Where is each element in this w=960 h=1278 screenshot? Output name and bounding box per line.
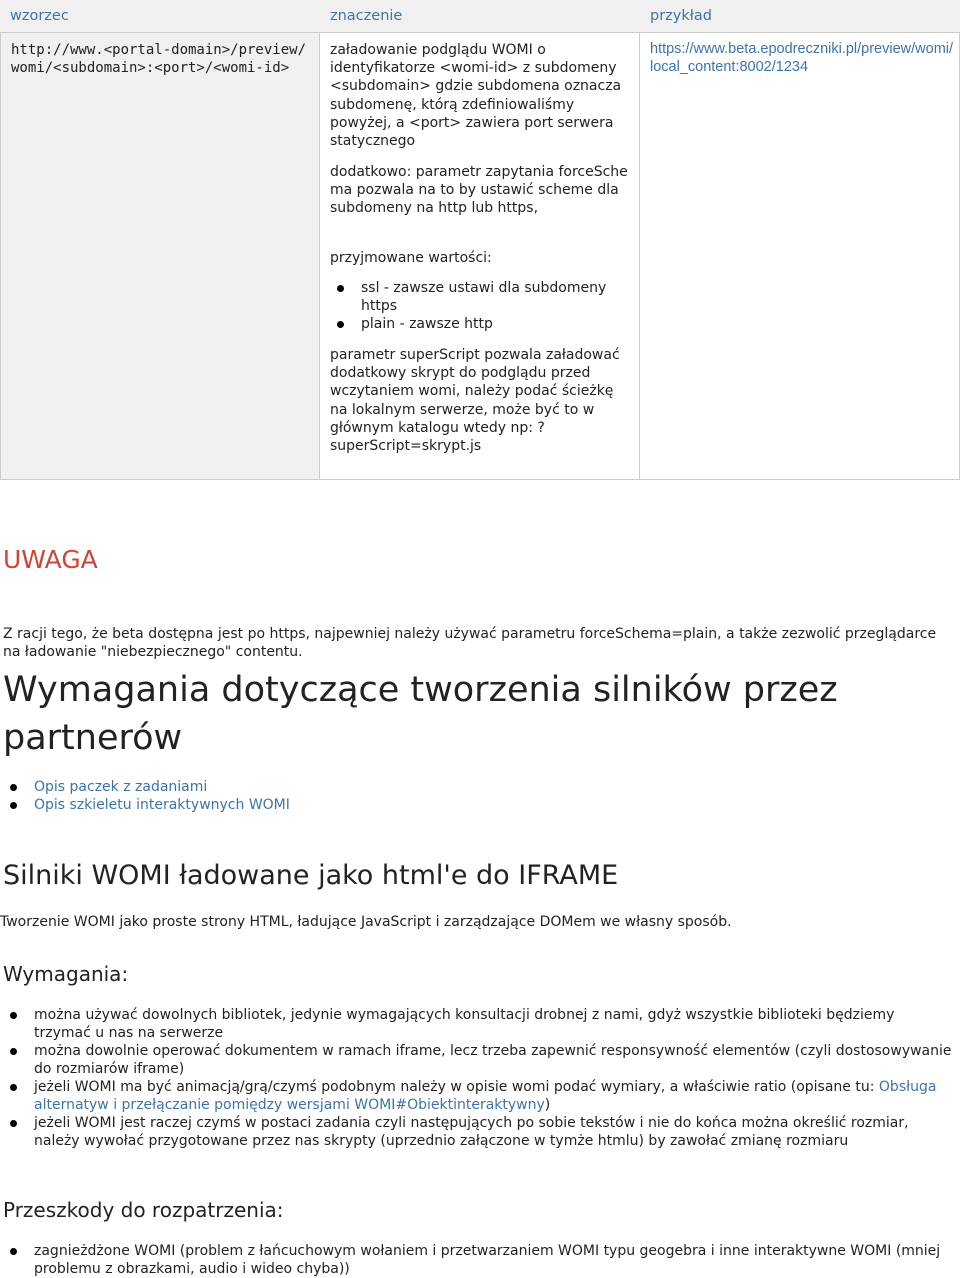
- url-pattern-table: [0, 0, 960, 480]
- list-item: jeżeli WOMI ma być animacją/grą/czymś podobnym należy w opisie womi podać wymiary, a właściwie ratio (opisane tu: Obsługa alternatyw i przełączanie pomiędzy wersjami WOMI#Obiektinteraktywny): [3, 1078, 953, 1114]
- section-title-iframe: Silniki WOMI ładowane jako html'e do IFRAME: [3, 860, 619, 891]
- table-header-row: [0, 0, 960, 33]
- docs-links-list: [3, 778, 290, 814]
- meaning-paragraph-2: dodatkowo: parametr zapytania forceSchema pozwala na to by ustawić scheme dla subdomeny na http lub https,: [330, 164, 628, 217]
- list-item: można używać dowolnych bibliotek, jedynie wymagających konsultacji drobnej z nami, gdyż wszystkie biblioteki będziemy trzymać u nas na serwerze: [3, 1006, 953, 1042]
- requirements-title: Wymagania:: [3, 962, 129, 986]
- obstacles-title: Przeszkody do rozpatrzenia:: [3, 1198, 284, 1222]
- list-item: można dowolnie operować dokumentem w ramach iframe, lecz trzeba zapewnić responsywność elementów (czyli dostosowywanie do rozmiarów iframe): [3, 1042, 953, 1078]
- warning-title: UWAGA: [3, 545, 98, 574]
- link-opis-paczek[interactable]: Opis paczek z zadaniami: [3, 778, 290, 796]
- meaning-values-list: [330, 279, 630, 334]
- section-intro: Tworzenie WOMI jako proste strony HTML, ładujące JavaScript i zarządzające DOMem we własny sposób.: [0, 914, 732, 930]
- meaning-paragraph-3: przyjmowane wartości:: [330, 250, 492, 266]
- list-item: jeżeli WOMI jest raczej czymś w postaci zadania czyli następujących po sobie tekstów i nie do końca można określić rozmiar, należy wywołać przygotowane przez nas skrypty (uprzednio załączone w tymże htmlu) by zawołać zmianę rozmiaru: [3, 1114, 953, 1150]
- link-opis-szkieletu[interactable]: Opis szkieletu interaktywnych WOMI: [3, 796, 290, 814]
- obstacles-list: [3, 1242, 953, 1278]
- header-znaczenie: znaczenie: [330, 8, 403, 24]
- example-url[interactable]: https://www.beta.epodreczniki.pl/preview/womi/local_content:8002/1234: [650, 41, 954, 76]
- cell-meaning: [320, 33, 640, 480]
- requirements-list: [3, 1006, 953, 1150]
- warning-text: Z racji tego, że beta dostępna jest po https, najpewniej należy używać parametru forceSchema=plain, a także zezwolić przeglądarce na ładowanie "niebezpiecznego" contentu.: [3, 626, 937, 660]
- list-item: plain - zawsze http: [330, 315, 630, 333]
- meaning-paragraph-1: załadowanie podglądu WOMI o identyfikatorze <womi-id> z subdomeny <subdomain> gdzie subdomena oznacza subdomenę, którą zdefiniowaliśmy powyżej, a <port> zawiera port serwera statycznego: [330, 42, 622, 150]
- meaning-paragraph-4: parametr superScript pozwala załadować dodatkowy skrypt do podglądu przed wczytaniem womi, należy podać ścieżkę na lokalnym serwerze, może być to w głównym katalogu wtedy np: ?superScript=skrypt.js: [330, 347, 620, 455]
- link-obsluga-alternatyw[interactable]: Obsługa alternatyw i przełączanie pomiędzy wersjami WOMI#Obiektinteraktywny: [34, 1079, 937, 1113]
- cell-example: [640, 33, 960, 480]
- page-title: Wymagania dotyczące tworzenia silników przez partnerów: [3, 670, 838, 758]
- list-item: ssl - zawsze ustawi dla subdomeny https: [330, 279, 630, 315]
- pattern-text: http://www.<portal-domain>/preview/womi/<subdomain>:<port>/<womi-id>: [11, 42, 307, 76]
- header-wzorzec: wzorzec: [10, 8, 69, 24]
- list-item: zagnieżdżone WOMI (problem z łańcuchowym wołaniem i przetwarzaniem WOMI typu geogebra i inne interaktywne WOMI (mniej problemu z obrazkami, audio i wideo chyba)): [3, 1242, 953, 1278]
- header-przyklad: przykład: [650, 8, 712, 24]
- cell-pattern: [0, 33, 320, 480]
